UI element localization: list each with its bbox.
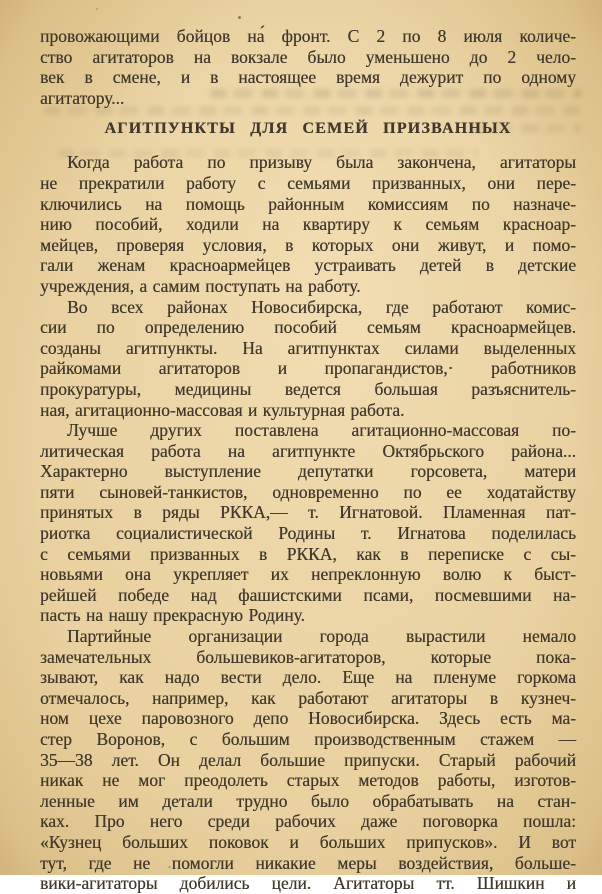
text-line: с семьями призванных в РККА, как в переписке с сы-	[40, 543, 576, 564]
text-line: райкомами агитаторов и пропагандистов,· работников	[40, 358, 576, 379]
text-line: пасть на нашу прекрасную Родину.	[40, 605, 305, 626]
text-line: новьями она укрепляет их непреклонную волю к быст-	[40, 564, 576, 585]
text-line: провожающими бойцов на́ фронт. С 2 по 8 июля количе-	[40, 26, 576, 46]
text-line: никак не мог преодолеть старых методов работы, изготов-	[40, 770, 576, 791]
text-line: мейцев, проверяя условия, в которых они живут, и помо-	[40, 234, 576, 255]
text-line: ная, агитационно-массовая и культурная работа.	[40, 399, 405, 420]
text-line: Во всех районах Новосибирска, где работают комис-	[67, 296, 576, 317]
text-line: век в смене, и в настоящее время дежурит по одному	[40, 67, 576, 88]
text-line: ном цехе паровозного депо Новосибирска. Здесь есть ма-	[40, 708, 576, 729]
text-line: нию пособий, ходили на квартиру к семьям красноар-	[40, 214, 576, 235]
text-line: 35—38 лет. Он делал большие припуски. Старый рабочий	[40, 749, 576, 770]
paragraph	[40, 626, 576, 894]
text-line: Лучше других поставлена агитационно-массовая по-	[67, 420, 576, 441]
text-line: рейшей победе над фашистскими псами, посмевшими на-	[40, 584, 576, 605]
text-line: вики-агитаторы добились цели. Агитаторы тт. Шишкин и	[40, 873, 576, 894]
text-line: тут, где не помогли никакие меры воздействия, больше-	[40, 852, 576, 873]
text-line: ленные им детали трудно было обрабатывать на стан-	[40, 790, 576, 811]
text-line: литическая работа на агитпункте Октябрьского района...	[40, 440, 576, 461]
text-line: Партийные организации города вырастили немало	[67, 626, 576, 647]
text-line: риотка социалистической Родины т. Игнатова поделилась	[40, 523, 576, 544]
text-line: ключились на помощь районным комиссиям по назначе-	[40, 193, 576, 214]
paragraph	[40, 420, 576, 626]
text-line: прокуратуры, медицины ведется большая разъяснитель-	[40, 378, 576, 399]
text-line: пяти сыновей-танкистов, одновременно по ее ходатайству	[40, 481, 576, 502]
text-line: стер Воронов, с большим производственным стажем —	[40, 729, 576, 749]
paragraph	[40, 297, 576, 421]
text-line: ках. Про него среди рабочих даже поговорка пошла:	[40, 811, 576, 832]
text-line: Когда работа по призыву была закончена, агитаторы	[67, 152, 576, 173]
text-line: «Кузнец больших поковок и больших припусков». И вот	[40, 831, 576, 852]
text-line: не прекратили работу с семьями призванных, они пере-	[40, 172, 576, 193]
text-line: сии по определению пособий семьям красноармейцев.	[40, 317, 576, 338]
paragraph	[40, 26, 576, 108]
text-line: ство агитаторов на вокзале было уменьшено до 2 чело-	[40, 46, 576, 67]
text-line: созданы агитпункты. На агитпунктах силами выделенных	[40, 337, 576, 358]
top-text-block	[40, 26, 576, 108]
text-line: замечательных большевиков-агитаторов, которые пока-	[40, 646, 576, 667]
text-line: учреждения, а самим поступать на работу.	[40, 275, 361, 296]
paragraph	[40, 152, 576, 296]
text-line: принятых в ряды РККА,— т. Игнатовой. Пламенная пат-	[40, 502, 576, 523]
text-line: зывают, как надо вести дело. Еще на пленуме горкома	[40, 667, 576, 688]
text-line: агитатору...	[40, 87, 125, 108]
body-text-block	[40, 152, 576, 893]
text-line: отмечалось, например, как работают агитаторы в кузнеч-	[40, 687, 576, 708]
text-line: гали женам красноармейцев устраивать детей в детские	[40, 255, 576, 276]
section-heading: АГИТПУНКТЫ ДЛЯ СЕМЕЙ ПРИЗВАННЫХ	[104, 120, 512, 138]
text-line: Характерно выступление депутатки горсовета, матери	[40, 461, 576, 482]
